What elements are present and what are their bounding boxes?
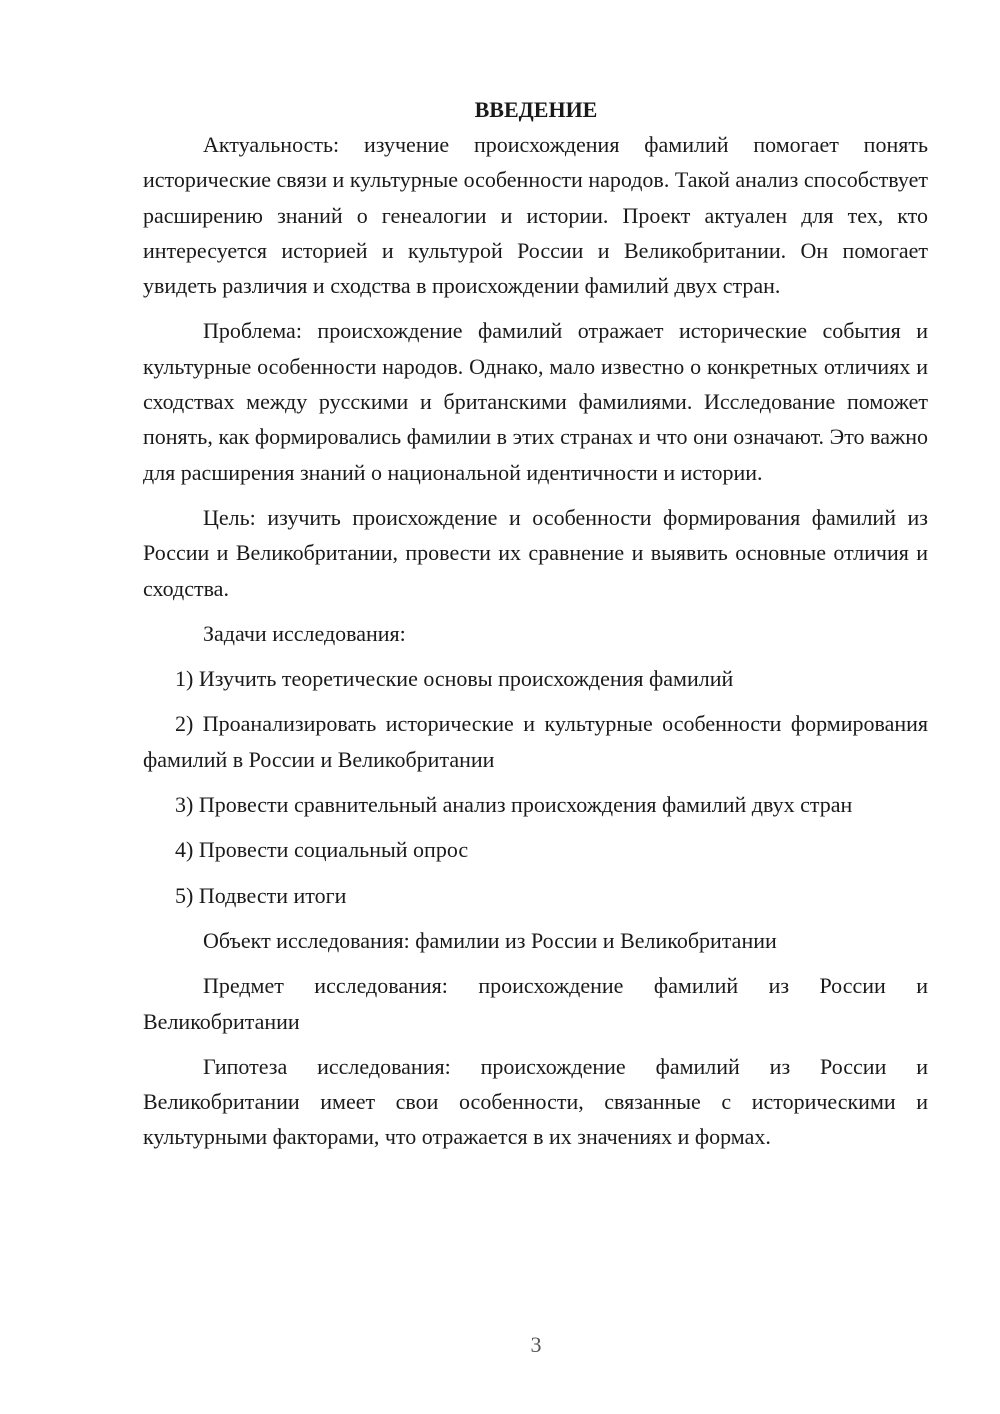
- paragraph-subject: Предмет исследования: происхождение фамилий из России и Великобритании: [143, 973, 928, 1034]
- paragraph-object: Объект исследования: фамилии из России и Великобритании: [203, 927, 777, 953]
- page-number: 3: [530, 1332, 542, 1357]
- paragraph-hypothesis: Гипотеза исследования: происхождение фамилий из России и Великобритании имеет свои особенности, связанные с историческими и культурными факторами, что отражается в их значениях и формах.: [143, 1053, 928, 1150]
- list-item-task-3: 3) Провести сравнительный анализ происхождения фамилий двух стран: [175, 792, 853, 818]
- document-page: [143, 92, 928, 1165]
- paragraph-tasks-heading: Задачи исследования:: [203, 620, 406, 646]
- list-item-task-5: 5) Подвести итоги: [175, 882, 347, 908]
- list-item-task-1: 1) Изучить теоретические основы происхождения фамилий: [175, 666, 734, 692]
- list-item-task-4: 4) Провести социальный опрос: [175, 837, 469, 863]
- section-title: ВВЕДЕНИЕ: [474, 97, 598, 122]
- paragraph-goal: Цель: изучить происхождение и особенности формирования фамилий из России и Великобритании, провести их сравнение и выявить основные отличия и сходства.: [143, 504, 928, 601]
- paragraph-relevance: Актуальность: изучение происхождения фамилий помогает понять исторические связи и культурные особенности народов. Такой анализ способствует расширению знаний о генеалогии и истории. Проект актуален для тех, кто интересуется историей и культурой России и Великобритании. Он помогает увидеть различия и сходства в происхождении фамилий двух стран.: [143, 132, 928, 299]
- list-item-task-2: 2) Проанализировать исторические и культурные особенности формирования фамилий в России и Великобритании: [143, 711, 928, 772]
- paragraph-problem: Проблема: происхождение фамилий отражает исторические события и культурные особенности народов. Однако, мало известно о конкретных отличиях и сходствах между русскими и британскими фамилиями. Исследование поможет понять, как формировались фамилии в этих странах и что они означают. Это важно для расширения знаний о национальной идентичности и истории.: [143, 318, 928, 485]
